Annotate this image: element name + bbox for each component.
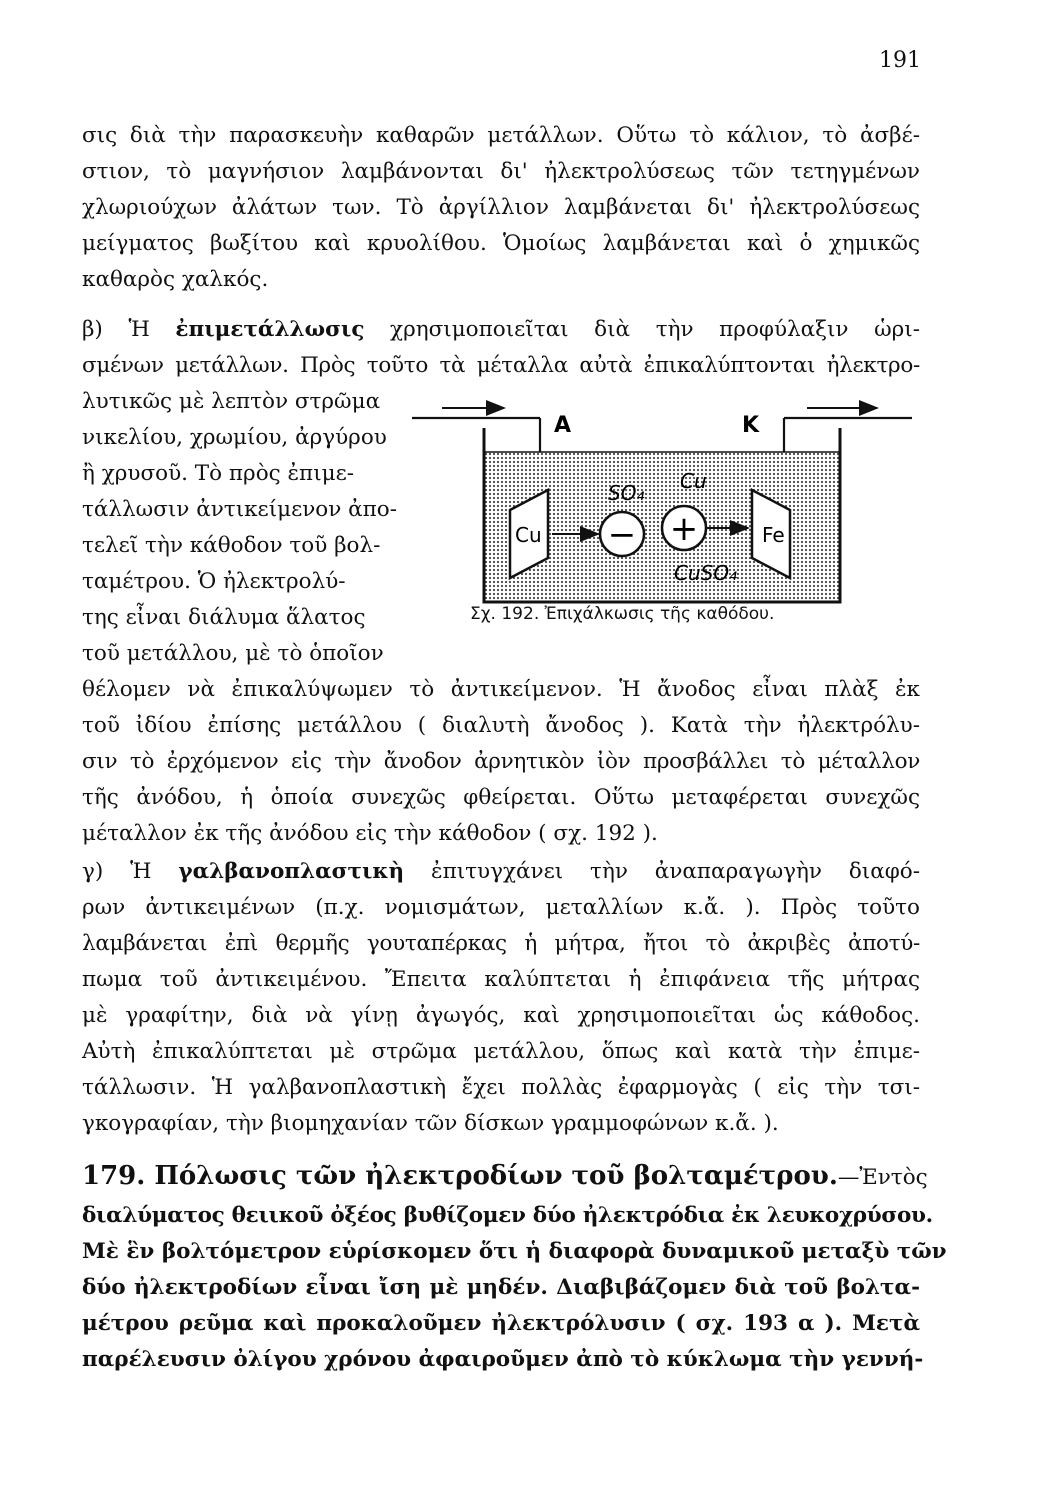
text-span: χρησιμοποιεῖται διὰ τὴν προφύλαξιν ὡρι- xyxy=(364,317,920,342)
text-line xyxy=(82,854,920,890)
section-heading-line xyxy=(82,1156,928,1198)
plus-sign: + xyxy=(669,509,699,549)
text-line: μέταλλον ἐκ τῆς ἀνόδου εἰς τὴν κάθοδον ( σχ. 192 ). xyxy=(82,821,658,846)
anode-label: A xyxy=(554,413,572,438)
cathode-label: K xyxy=(742,413,760,438)
text-line: λυτικῶς μὲ λεπτὸν στρῶμα xyxy=(82,389,381,414)
text-line: νικελίου, χρωμίου, ἀργύρου xyxy=(82,425,387,450)
text-line: παρέλευσιν ὀλίγου χρόνου ἀφαιροῦμεν ἀπὸ τὸ κύκλωμα τὴν γεννή- xyxy=(82,1347,924,1372)
text-line: τάλλωσιν ἀντικείμενον ἀπο- xyxy=(82,497,398,522)
term-galvanoplastiki: γαλβανοπλαστικὴ xyxy=(178,859,405,884)
copper-ion-label: Cu xyxy=(680,469,707,493)
text-line: λαμβάνεται ἐπὶ θερμῆς γουταπέρκας ἡ μήτρα, ἤτοι τὸ ἀκριβὲς ἀποτύ- xyxy=(82,931,920,956)
minus-sign: − xyxy=(607,515,637,555)
figure-192-electroplating xyxy=(412,392,918,638)
text-line: πωμα τοῦ ἀντικειμένου. Ἔπειτα καλύπτεται ἡ ἐπιφάνεια τῆς μήτρας xyxy=(82,967,920,992)
section-heading: 179. Πόλωσις τῶν ἠλεκτροδίων τοῦ βολταμέτρου. xyxy=(82,1161,838,1191)
text-line xyxy=(82,312,920,348)
text-line: τελεῖ τὴν κάθοδον τοῦ βολ- xyxy=(82,533,381,558)
text-line: χλωριούχων ἀλάτων των. Τὸ ἀργίλλιον λαμβάνεται δι' ἠλεκτρολύσεως xyxy=(82,195,920,220)
text-line: καθαρὸς χαλκός. xyxy=(82,267,269,292)
text-line: διαλύματος θειικοῦ ὀξέος βυθίζομεν δύο ἠλεκτρόδια ἐκ λευκοχρύσου. xyxy=(82,1203,933,1228)
text-line: της εἶναι διάλυμα ἅλατος xyxy=(82,605,366,630)
text-line: σμένων μετάλλων. Πρὸς τοῦτο τὰ μέταλλα αὐτὰ ἐπικαλύπτονται ἠλεκτρο- xyxy=(82,353,920,378)
text-line: ρων ἀντικειμένων (π.χ. νομισμάτων, μεταλλίων κ.ἄ. ). Πρὸς τοῦτο xyxy=(82,895,920,920)
text-line: μέτρου ρεῦμα καὶ προκαλοῦμεν ἠλεκτρόλυσιν ( σχ. 193 α ). Μετὰ xyxy=(82,1311,920,1336)
text-line: τοῦ ἰδίου ἐπίσης μετάλλου ( διαλυτὴ ἄνοδος ). Κατὰ τὴν ἠλεκτρόλυ- xyxy=(82,713,920,738)
text-line: γκογραφίαν, τὴν βιομηχανίαν τῶν δίσκων γραμμοφώνων κ.ἄ. ). xyxy=(82,1111,779,1136)
text-line: θέλομεν νὰ ἐπικαλύψωμεν τὸ ἀντικείμενον. Ἡ ἄνοδος εἶναι πλὰξ ἐκ xyxy=(82,677,920,702)
solution-label: CuSO₄ xyxy=(674,561,738,585)
term-epimetallosis: ἐπιμετάλλωσις xyxy=(175,317,365,342)
text-span: —Ἐντὸς xyxy=(837,1165,928,1190)
page-number: 191 xyxy=(879,48,921,73)
iron-plate-label: Fe xyxy=(762,523,785,547)
text-line: τάλλωσιν. Ἡ γαλβανοπλαστικὴ ἔχει πολλὰς ἐφαρμογὰς ( εἰς τὴν τσι- xyxy=(82,1075,920,1100)
text-line: μείγματος βωξίτου καὶ κρυολίθου. Ὁμοίως λαμβάνεται καὶ ὁ χημικῶς xyxy=(82,231,920,256)
text-line: μὲ γραφίτην, διὰ νὰ γίνῃ ἀγωγός, καὶ χρησιμοποιεῖται ὡς κάθοδος. xyxy=(82,1003,920,1028)
text-line: σις διὰ τὴν παρασκευὴν καθαρῶν μετάλλων. Οὕτω τὸ κάλιον, τὸ ἀσβέ- xyxy=(82,123,920,148)
text-line: τοῦ μετάλλου, μὲ τὸ ὁποῖον xyxy=(82,641,384,666)
text-line: σιν τὸ ἐρχόμενον εἰς τὴν ἄνοδον ἀρνητικὸν ἰὸν προσβάλλει τὸ μέταλλον xyxy=(82,749,920,774)
sulfate-ion-label: SO₄ xyxy=(608,481,645,505)
electroplating-diagram xyxy=(412,392,918,604)
paragraph-label: β) Ἡ xyxy=(82,317,176,342)
text-span: ἐπιτυγχάνει τὴν ἀναπαραγωγὴν διαφό- xyxy=(404,859,920,884)
paragraph-label: γ) Ἡ xyxy=(82,859,179,884)
text-line: Μὲ ἓν βολτόμετρον εὑρίσκομεν ὅτι ἡ διαφορὰ δυναμικοῦ μεταξὺ τῶν xyxy=(82,1239,947,1264)
text-line: δύο ἠλεκτροδίων εἶναι ἴση μὲ μηδέν. Διαβιβάζομεν διὰ τοῦ βολτα- xyxy=(82,1275,920,1300)
text-line: ταμέτρου. Ὁ ἠλεκτρολύ- xyxy=(82,569,346,594)
copper-plate-label: Cu xyxy=(515,523,542,547)
text-line: στιον, τὸ μαγνήσιον λαμβάνονται δι' ἠλεκτρολύσεως τῶν τετηγμένων xyxy=(82,159,920,184)
figure-caption: Σχ. 192. Ἐπιχάλκωσις τῆς καθόδου. xyxy=(470,604,775,624)
text-line: ἢ χρυσοῦ. Τὸ πρὸς ἐπιμε- xyxy=(82,461,354,486)
text-line: Αὐτὴ ἐπικαλύπτεται μὲ στρῶμα μετάλλου, ὅπως καὶ κατὰ τὴν ἐπιμε- xyxy=(82,1039,920,1064)
text-line: τῆς ἀνόδου, ἡ ὁποία συνεχῶς φθείρεται. Οὕτω μεταφέρεται συνεχῶς xyxy=(82,785,920,810)
